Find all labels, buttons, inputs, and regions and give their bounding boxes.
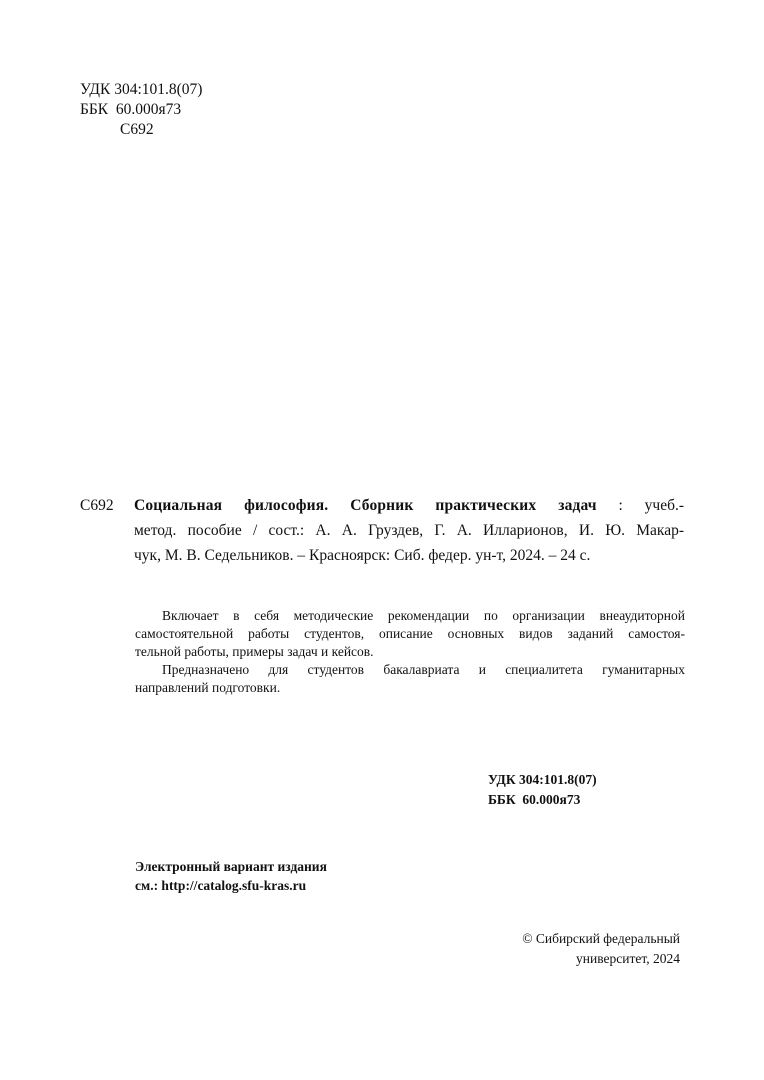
footer-udk-code: УДК 304:101.8(07) — [488, 772, 597, 787]
bibliographic-description — [134, 493, 684, 568]
footer-bbk-code: ББК 60.000я73 — [488, 792, 581, 807]
bibliographic-line-2: метод. пособие / сост.: А. А. Груздев, Г. А. Илларионов, И. Ю. Макар- — [134, 522, 684, 539]
electronic-version-label: Электронный вариант издания — [135, 859, 327, 874]
book-type-start: : учеб.- — [596, 497, 685, 514]
bibliographic-author-mark: С692 — [80, 497, 114, 514]
header-bbk-code: ББК 60.000я73 — [80, 101, 182, 118]
copyright-notice — [496, 929, 680, 969]
footer-classification-codes — [488, 770, 597, 810]
copyright-line-2: университет, 2024 — [576, 951, 680, 966]
copyright-line-1: © Сибирский федеральный — [522, 931, 680, 946]
annotation-paragraph-2-line-2: направлений подготовки. — [135, 680, 281, 695]
electronic-version-note — [135, 857, 327, 895]
book-title: Социальная философия. Сборник практических задач — [134, 497, 597, 514]
annotation — [135, 607, 685, 697]
annotation-paragraph-1-line-3: тельной работы, примеры задач и кейсов. — [135, 644, 374, 659]
bibliographic-line-1 — [134, 493, 684, 518]
bibliographic-line-3: чук, М. В. Седельников. – Красноярск: Сиб. федер. ун-т, 2024. – 24 с. — [134, 547, 591, 564]
annotation-paragraph-1-line-2: самостоятельной работы студентов, описание основных видов заданий самостоя- — [135, 626, 685, 641]
annotation-paragraph-1-line-1: Включает в себя методические рекомендации по организации внеаудиторной — [162, 608, 685, 623]
electronic-version-link[interactable]: см.: http://catalog.sfu-kras.ru — [135, 878, 307, 893]
header-classification-codes — [80, 80, 202, 140]
header-author-mark: С692 — [120, 121, 154, 138]
annotation-paragraph-2-line-1: Предназначено для студентов бакалавриата и специалитета гуманитарных — [162, 662, 685, 677]
header-udk-code: УДК 304:101.8(07) — [80, 81, 203, 98]
